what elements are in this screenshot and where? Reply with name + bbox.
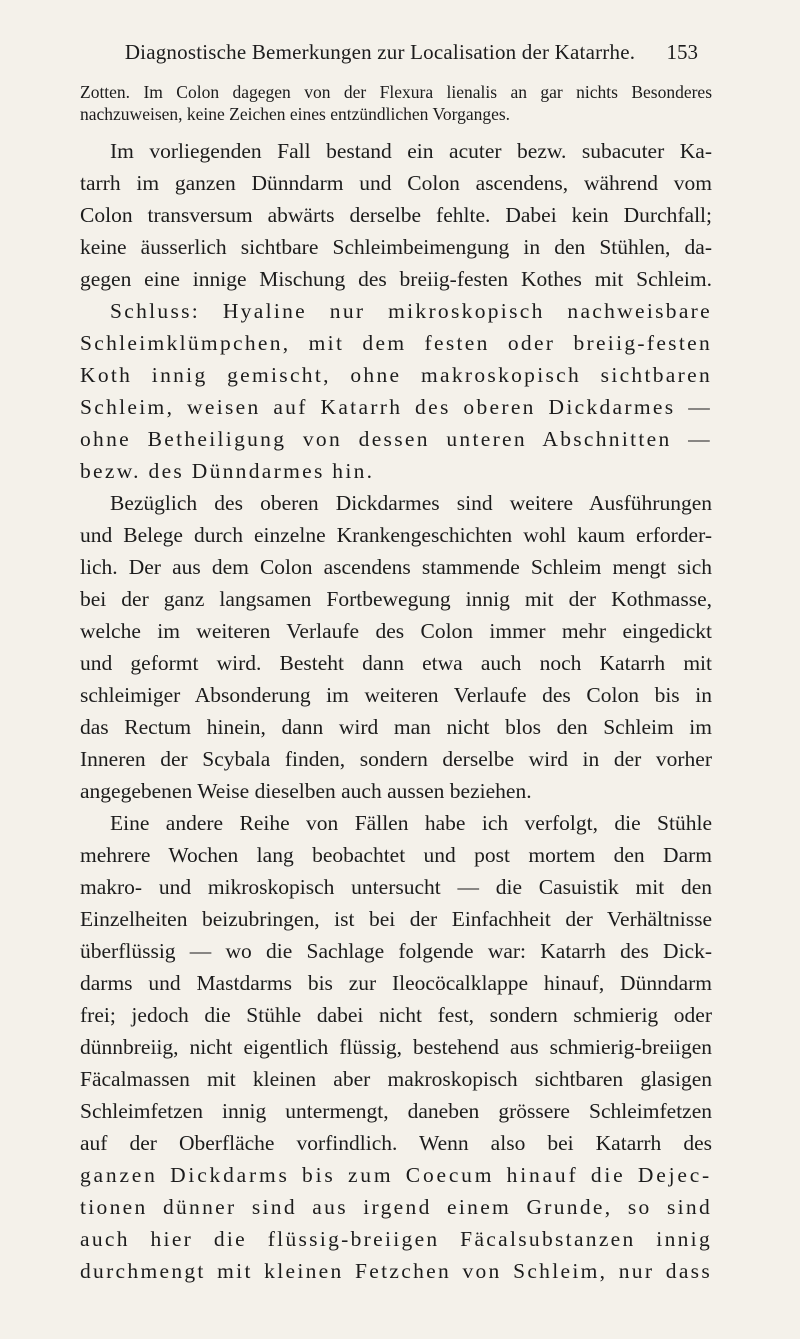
text-line: Colon transversum abwärts derselbe fehlte. Dabei kein Durchfall;	[80, 203, 712, 227]
page-number: 153	[666, 40, 698, 64]
text-line: nachzuweisen, keine Zeichen eines entzündlichen Vorganges.	[80, 104, 511, 124]
text-line: Fäcalmassen mit kleinen aber makroskopisch sichtbaren glasigen	[80, 1067, 712, 1091]
text-line: Schleimfetzen innig untermengt, daneben grössere Schleimfetzen	[80, 1099, 712, 1123]
text-line: keine äusserlich sichtbare Schleimbeimengung in den Stühlen, da-	[80, 235, 712, 259]
text-line: das Rectum hinein, dann wird man nicht blos den Schleim im	[80, 715, 712, 739]
text-line: Eine andere Reihe von Fällen habe ich verfolgt, die Stühle	[110, 811, 712, 835]
text-line: frei; jedoch die Stühle dabei nicht fest, sondern schmierig oder	[80, 1003, 712, 1027]
text-line: Schleim, weisen auf Katarrh des oberen Dickdarmes —	[80, 395, 712, 419]
text-line: Im vorliegenden Fall bestand ein acuter bezw. subacuter Ka-	[110, 139, 712, 163]
text-line: gegen eine innige Mischung des breiig-festen Kothes mit Schleim.	[80, 267, 712, 291]
text-line: überflüssig — wo die Sachlage folgende war: Katarrh des Dick-	[80, 939, 712, 963]
text-line: und geformt wird. Besteht dann etwa auch noch Katarrh mit	[80, 651, 712, 675]
text-line: welche im weiteren Verlaufe des Colon immer mehr eingedickt	[80, 619, 712, 643]
text-line: bezw. des Dünndarmes hin.	[80, 459, 375, 483]
header-title: Diagnostische Bemerkungen zur Localisation der Katarrhe.	[124, 40, 636, 64]
text-line: und Belege durch einzelne Krankengeschichten wohl kaum erforder-	[80, 523, 712, 547]
text-line: Einzelheiten beizubringen, ist bei der Einfachheit der Verhältnisse	[80, 907, 712, 931]
text-body	[80, 81, 712, 1287]
text-line: tarrh im ganzen Dünndarm und Colon ascendens, während vom	[80, 171, 712, 195]
running-header	[100, 40, 698, 80]
text-line: makro- und mikroskopisch untersucht — die Casuistik mit den	[80, 875, 712, 899]
text-line: Zotten. Im Colon dagegen von der Flexura lienalis an gar nichts Besonderes	[80, 82, 712, 102]
text-line: ganzen Dickdarms bis zum Coecum hinauf die Dejec-	[80, 1163, 712, 1187]
text-line: tionen dünner sind aus irgend einem Grunde, so sind	[80, 1195, 712, 1219]
text-line: Schluss: Hyaline nur mikroskopisch nachweisbare	[110, 299, 712, 323]
text-line: darms und Mastdarms bis zur Ileocöcalklappe hinauf, Dünndarm	[80, 971, 712, 995]
text-line: bei der ganz langsamen Fortbewegung innig mit der Kothmasse,	[80, 587, 712, 611]
text-line: angegebenen Weise dieselben auch aussen beziehen.	[80, 779, 532, 803]
text-line: lich. Der aus dem Colon ascendens stammende Schleim mengt sich	[80, 555, 712, 579]
text-line: Bezüglich des oberen Dickdarmes sind weitere Ausführungen	[110, 491, 712, 515]
text-line: auf der Oberfläche vorfindlich. Wenn also bei Katarrh des	[80, 1131, 712, 1155]
text-line: ohne Betheiligung von dessen unteren Abschnitten —	[80, 427, 712, 451]
text-line: Schleimklümpchen, mit dem festen oder breiig-festen	[80, 331, 712, 355]
text-line: schleimiger Absonderung im weiteren Verlaufe des Colon bis in	[80, 683, 712, 707]
text-line: Koth innig gemischt, ohne makroskopisch sichtbaren	[80, 363, 712, 387]
text-line: durchmengt mit kleinen Fetzchen von Schleim, nur dass	[80, 1259, 712, 1283]
text-line: Inneren der Scybala finden, sondern derselbe wird in der vorher	[80, 747, 712, 771]
text-line: auch hier die flüssig-breiigen Fäcalsubstanzen innig	[80, 1227, 712, 1251]
text-line: mehrere Wochen lang beobachtet und post mortem den Darm	[80, 843, 712, 867]
text-line: dünnbreiig, nicht eigentlich flüssig, bestehend aus schmierig-breiigen	[80, 1035, 712, 1059]
